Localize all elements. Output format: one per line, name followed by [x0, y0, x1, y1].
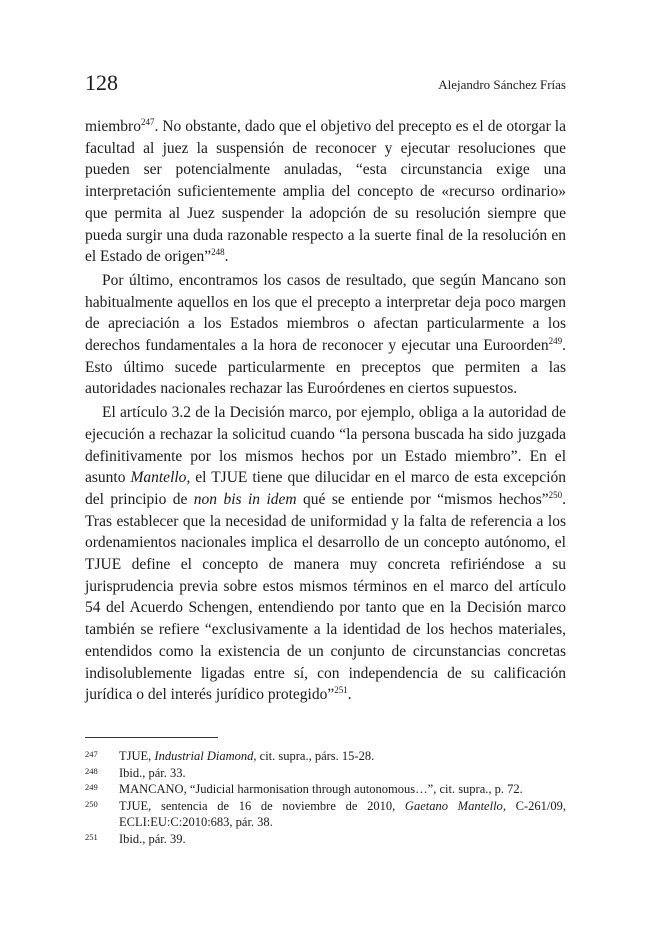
footnote-251	[85, 831, 566, 848]
footnote-number: 249	[85, 782, 98, 792]
paragraph-2	[85, 270, 566, 400]
latin-phrase-italic: non bis in idem	[193, 490, 297, 508]
footnote-ref-250[interactable]: 250	[548, 489, 563, 500]
case-name-italic: Mantello	[130, 469, 187, 487]
text-run: .	[224, 248, 229, 266]
footnote-separator	[85, 737, 218, 738]
footnotes	[85, 748, 566, 847]
footnote-text: TJUE,	[119, 749, 155, 763]
footnote-248	[85, 765, 566, 782]
footnote-text: Ibid., pár. 33.	[119, 765, 186, 780]
page-number: 128	[85, 70, 118, 95]
footnote-text: , C-261/09, ECLI:EU:C:2010:683, pár. 38.	[119, 798, 566, 829]
footnote-ref-248[interactable]: 248	[211, 247, 225, 258]
footnote-text: Ibid., pár. 39.	[119, 831, 186, 846]
text-run: , el TJUE tiene que dilucidar en el marco de esta excepción del principio de	[85, 469, 566, 508]
footnote-250	[85, 798, 566, 831]
footnote-ref-249[interactable]: 249	[548, 336, 563, 347]
text-run: .	[347, 686, 352, 704]
footnote-ref-251[interactable]: 251	[334, 685, 348, 696]
footnote-249	[85, 781, 566, 798]
text-run: El artículo 3.2 de la Decisión marco, por ejemplo, obliga a la autoridad de ejecución a rechazar la solicitud cuando “la persona buscada ha sido juzgada definitivamente por los mismos hechos por un Estado miembro”. En el asunto	[85, 404, 566, 487]
footnote-number: 251	[85, 831, 98, 842]
footnote-text: , cit. supra., párs. 15-28.	[253, 749, 375, 763]
text-run: Por último, encontramos los casos de resultado, que según Mancano son habitualmente aquellos en los que el precepto a interpretar deja poco margen de apreciación a los Estados miembros o afectan particularmente a los derechos fundamentales a la hora de reconocer y ejecutar una Euroorden	[85, 271, 566, 355]
footnote-247	[85, 748, 566, 765]
footnote-italic: Industrial Diamond	[154, 749, 254, 763]
paragraph-1	[85, 116, 566, 268]
footnote-text: TJUE, sentencia de 16 de noviembre de 2010,	[119, 798, 405, 813]
text-run: . No obstante, dado que el objetivo del precepto es el de otorgar la facultad al juez la suspensión de reconocer y ejecutar resoluciones que pueden ser potencialmente anuladas, “esta circunstancia exige una interpretación suficientemente amplia del concepto de «recurso ordinario» que permita al Juez suspender la adopción de su resolución siempre que pueda surgir una duda razonable respecto a la suerte final de la resolución en el Estado de origen”	[85, 118, 566, 266]
paragraph-3	[85, 402, 566, 706]
footnote-number: 247	[85, 749, 98, 759]
page-header	[85, 70, 566, 100]
text-run: qué se entiende por “mismos hechos”	[296, 490, 549, 508]
footnote-number: 248	[85, 765, 98, 776]
running-head-author: Alejandro Sánchez Frías	[438, 77, 566, 92]
footnote-ref-247[interactable]: 247	[140, 117, 155, 127]
text-run: . Esto último sucede particularmente en preceptos que permiten a las autoridades nacionales rechazar las Euroórdenes en ciertos supuestos.	[85, 337, 566, 398]
text-run: . Tras establecer que la necesidad de uniformidad y la falta de referencia a los ordenamientos nacionales implica el desarrollo de un concepto autónomo, el TJUE define el concepto de manera muy concreta refiriéndose a su jurisprudencia previa sobre estos mismos términos en el marco del artículo 54 del Acuerdo Schengen, entendiendo por tanto que en la Decisión marco también se refiere “exclusivamente a la identidad de los hechos materiales, entendidos como la existencia de un conjunto de circunstancias concretas indisolublemente ligadas entre sí, con independencia de su calificación jurídica o del interés jurídico protegido”	[85, 490, 566, 704]
main-text	[85, 116, 566, 706]
footnote-text: MANCANO, “Judicial harmonisation through autonomous…”, cit. supra., p. 72.	[119, 782, 523, 796]
footnote-italic: Gaetano Mantello	[404, 798, 503, 813]
text-run: miembro	[85, 118, 141, 135]
footnote-number: 250	[85, 798, 98, 809]
